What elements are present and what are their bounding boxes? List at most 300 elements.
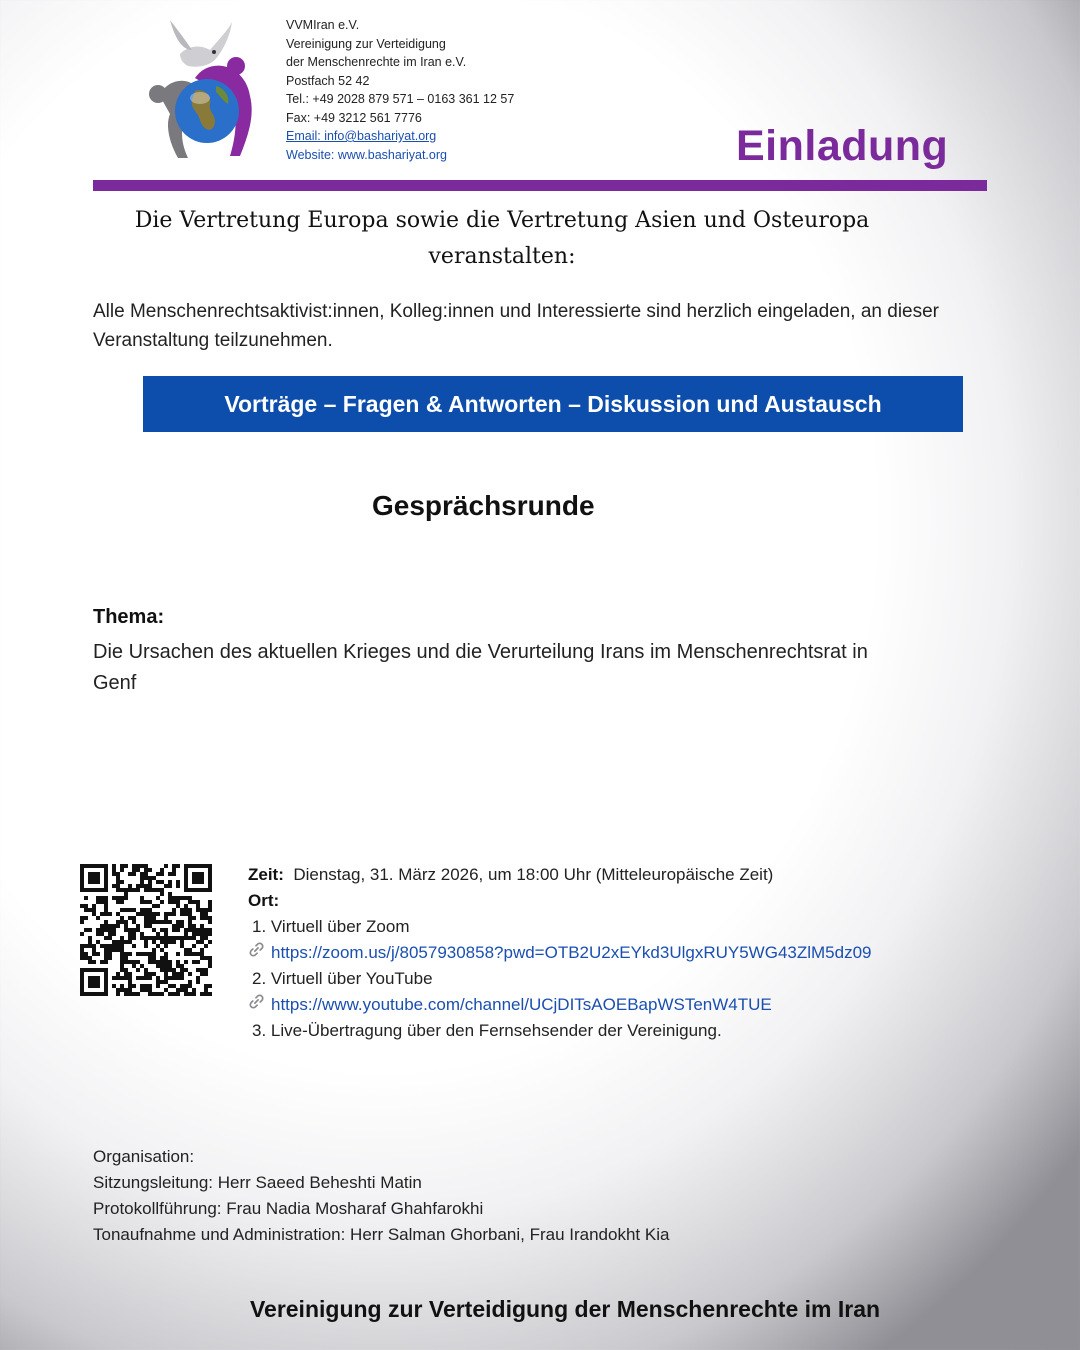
qr-module	[80, 968, 84, 972]
qr-module	[124, 992, 128, 996]
qr-module	[192, 900, 196, 904]
qr-module	[196, 980, 200, 984]
qr-module	[200, 952, 204, 956]
qr-module	[192, 888, 196, 892]
qr-module	[84, 992, 88, 996]
qr-module	[176, 976, 180, 980]
organization-logo	[140, 16, 265, 164]
qr-module	[96, 932, 100, 936]
qr-module	[160, 968, 164, 972]
qr-module	[152, 920, 156, 924]
qr-module	[176, 884, 180, 888]
zoom-option: 1. Virtuell über Zoom	[252, 917, 410, 936]
qr-module	[184, 952, 188, 956]
qr-module	[208, 984, 212, 988]
organization-contact-info	[286, 16, 514, 164]
qr-module	[196, 864, 200, 868]
qr-module	[108, 952, 112, 956]
qr-module	[160, 960, 164, 964]
qr-module	[200, 880, 204, 884]
qr-module	[132, 992, 136, 996]
qr-module	[104, 984, 108, 988]
qr-module	[172, 896, 176, 900]
qr-module	[96, 940, 100, 944]
qr-module	[172, 968, 176, 972]
qr-module	[88, 956, 92, 960]
qr-module	[200, 940, 204, 944]
qr-module	[124, 972, 128, 976]
email-link[interactable]: Email: info@bashariyat.org	[286, 129, 437, 143]
qr-module	[92, 968, 96, 972]
qr-module	[172, 928, 176, 932]
qr-module	[192, 952, 196, 956]
qr-module	[104, 924, 108, 928]
qr-module	[104, 884, 108, 888]
qr-module	[156, 932, 160, 936]
qr-module	[160, 928, 164, 932]
qr-module	[104, 956, 108, 960]
qr-module	[180, 924, 184, 928]
qr-module	[184, 992, 188, 996]
qr-module	[208, 884, 212, 888]
qr-module	[88, 872, 92, 876]
qr-module	[104, 904, 108, 908]
qr-module	[128, 928, 132, 932]
qr-module	[120, 864, 124, 868]
qr-module	[144, 988, 148, 992]
qr-module	[128, 992, 132, 996]
qr-module	[164, 956, 168, 960]
qr-module	[100, 900, 104, 904]
qr-module	[136, 952, 140, 956]
time-value: Dienstag, 31. März 2026, um 18:00 Uhr (Mitteleuropäische Zeit)	[293, 865, 774, 884]
qr-module	[184, 868, 188, 872]
qr-module	[140, 880, 144, 884]
qr-module	[128, 988, 132, 992]
qr-module	[184, 908, 188, 912]
qr-module	[200, 928, 204, 932]
qr-module	[180, 944, 184, 948]
qr-module	[120, 976, 124, 980]
qr-module	[144, 944, 148, 948]
qr-module	[104, 900, 108, 904]
qr-module	[124, 888, 128, 892]
qr-module	[192, 864, 196, 868]
qr-module	[124, 896, 128, 900]
qr-module	[120, 888, 124, 892]
qr-module	[152, 936, 156, 940]
qr-module	[200, 888, 204, 892]
org-line: Postfach 52 42	[286, 73, 370, 88]
qr-module	[104, 988, 108, 992]
qr-module	[168, 976, 172, 980]
qr-module	[96, 952, 100, 956]
qr-module	[156, 976, 160, 980]
qr-module	[192, 872, 196, 876]
qr-module	[148, 924, 152, 928]
qr-module	[188, 888, 192, 892]
qr-module	[128, 972, 132, 976]
qr-module	[140, 872, 144, 876]
qr-module	[116, 988, 120, 992]
qr-module	[112, 932, 116, 936]
qr-module	[104, 868, 108, 872]
qr-module	[120, 944, 124, 948]
qr-module	[152, 940, 156, 944]
qr-module	[132, 932, 136, 936]
qr-module	[120, 900, 124, 904]
qr-module	[160, 940, 164, 944]
qr-module	[168, 880, 172, 884]
qr-module	[208, 880, 212, 884]
qr-module	[208, 920, 212, 924]
organisation-block	[93, 1144, 669, 1248]
qr-module	[140, 932, 144, 936]
qr-module	[116, 912, 120, 916]
qr-module	[196, 908, 200, 912]
qr-module	[100, 968, 104, 972]
qr-module	[204, 888, 208, 892]
qr-module	[204, 928, 208, 932]
qr-module	[152, 960, 156, 964]
qr-module	[100, 896, 104, 900]
qr-module	[96, 876, 100, 880]
zoom-link-row	[248, 940, 872, 966]
qr-module	[116, 920, 120, 924]
qr-module	[168, 960, 172, 964]
qr-module	[196, 940, 200, 944]
qr-module	[128, 976, 132, 980]
qr-module	[80, 884, 84, 888]
qr-module	[80, 916, 84, 920]
qr-module	[80, 868, 84, 872]
qr-module	[104, 972, 108, 976]
qr-module	[120, 940, 124, 944]
qr-module	[156, 992, 160, 996]
qr-module	[180, 936, 184, 940]
qr-module	[96, 916, 100, 920]
qr-module	[176, 864, 180, 868]
qr-module	[196, 888, 200, 892]
qr-module	[116, 940, 120, 944]
qr-module	[200, 956, 204, 960]
qr-module	[144, 936, 148, 940]
qr-module	[148, 984, 152, 988]
qr-module	[84, 944, 88, 948]
qr-module	[120, 960, 124, 964]
qr-module	[152, 956, 156, 960]
qr-module	[100, 960, 104, 964]
qr-module	[132, 944, 136, 948]
qr-module	[156, 964, 160, 968]
qr-module	[144, 924, 148, 928]
organizers-heading: Die Vertretung Europa sowie die Vertretung Asien und Osteuropa veranstalten:	[134, 208, 870, 269]
qr-module	[164, 912, 168, 916]
qr-module	[96, 992, 100, 996]
qr-module	[104, 968, 108, 972]
qr-module	[120, 948, 124, 952]
qr-module	[208, 956, 212, 960]
qr-module	[140, 976, 144, 980]
qr-module	[148, 988, 152, 992]
qr-module	[168, 896, 172, 900]
qr-module	[180, 896, 184, 900]
qr-module	[152, 992, 156, 996]
qr-module	[152, 916, 156, 920]
qr-module	[188, 972, 192, 976]
qr-module	[164, 976, 168, 980]
qr-module	[156, 912, 160, 916]
qr-module	[80, 980, 84, 984]
qr-module	[116, 948, 120, 952]
qr-module	[92, 880, 96, 884]
qr-module	[144, 864, 148, 868]
qr-module	[204, 956, 208, 960]
qr-module	[204, 936, 208, 940]
qr-module	[176, 972, 180, 976]
qr-module	[176, 924, 180, 928]
qr-module	[108, 956, 112, 960]
qr-module	[172, 924, 176, 928]
qr-module	[92, 872, 96, 876]
qr-module	[104, 992, 108, 996]
qr-module	[196, 968, 200, 972]
qr-module	[144, 912, 148, 916]
qr-module	[168, 884, 172, 888]
qr-module	[188, 864, 192, 868]
qr-module	[172, 900, 176, 904]
qr-module	[88, 880, 92, 884]
qr-module	[188, 908, 192, 912]
qr-module	[188, 928, 192, 932]
qr-module	[188, 912, 192, 916]
qr-module	[96, 896, 100, 900]
qr-module	[132, 964, 136, 968]
qr-module	[200, 908, 204, 912]
qr-module	[80, 976, 84, 980]
qr-module	[92, 904, 96, 908]
qr-module	[124, 908, 128, 912]
qr-module	[200, 948, 204, 952]
qr-module	[172, 984, 176, 988]
qr-module	[208, 876, 212, 880]
qr-module	[208, 868, 212, 872]
qr-module	[148, 972, 152, 976]
phone-line: Tel.: +49 2028 879 571 – 0163 361 12 57	[286, 92, 515, 106]
qr-module	[120, 920, 124, 924]
qr-module	[148, 888, 152, 892]
qr-module	[120, 984, 124, 988]
qr-module	[148, 960, 152, 964]
qr-module	[164, 916, 168, 920]
qr-module	[140, 896, 144, 900]
qr-module	[180, 988, 184, 992]
qr-module	[100, 924, 104, 928]
qr-module	[84, 888, 88, 892]
qr-code[interactable]	[80, 864, 212, 1004]
qr-module	[180, 968, 184, 972]
qr-module	[192, 928, 196, 932]
qr-module	[112, 884, 116, 888]
qr-module	[104, 872, 108, 876]
qr-module	[208, 932, 212, 936]
qr-module	[100, 888, 104, 892]
qr-module	[104, 912, 108, 916]
qr-module	[156, 980, 160, 984]
qr-module	[128, 936, 132, 940]
qr-module	[128, 984, 132, 988]
website-link[interactable]: Website: www.bashariyat.org	[286, 147, 447, 162]
qr-module	[92, 912, 96, 916]
qr-module	[148, 916, 152, 920]
qr-module	[192, 988, 196, 992]
qr-module	[160, 992, 164, 996]
qr-module	[112, 948, 116, 952]
qr-module	[184, 968, 188, 972]
qr-module	[108, 932, 112, 936]
qr-module	[144, 916, 148, 920]
qr-module	[168, 992, 172, 996]
qr-module	[88, 960, 92, 964]
qr-module	[160, 892, 164, 896]
qr-module	[164, 920, 168, 924]
qr-module	[148, 936, 152, 940]
qr-module	[132, 868, 136, 872]
qr-module	[192, 916, 196, 920]
qr-module	[100, 864, 104, 868]
qr-module	[92, 976, 96, 980]
program-banner: Vorträge – Fragen & Antworten – Diskussion und Austausch	[143, 376, 963, 432]
qr-module	[140, 988, 144, 992]
qr-module	[88, 864, 92, 868]
qr-module	[156, 944, 160, 948]
qr-module	[144, 968, 148, 972]
qr-module	[96, 880, 100, 884]
qr-module	[128, 932, 132, 936]
qr-module	[96, 928, 100, 932]
qr-module	[148, 956, 152, 960]
qr-module	[104, 896, 108, 900]
qr-module	[104, 948, 108, 952]
qr-module	[200, 872, 204, 876]
qr-module	[104, 864, 108, 868]
qr-module	[192, 960, 196, 964]
qr-module	[128, 940, 132, 944]
qr-module	[80, 920, 84, 924]
qr-module	[152, 912, 156, 916]
qr-module	[88, 992, 92, 996]
qr-module	[168, 900, 172, 904]
qr-module	[92, 876, 96, 880]
qr-module	[136, 864, 140, 868]
qr-module	[104, 888, 108, 892]
qr-module	[188, 896, 192, 900]
qr-module	[140, 876, 144, 880]
qr-module	[100, 912, 104, 916]
qr-module	[124, 928, 128, 932]
qr-module	[184, 932, 188, 936]
qr-module	[132, 928, 136, 932]
qr-module	[128, 916, 132, 920]
qr-module	[92, 980, 96, 984]
qr-module	[196, 960, 200, 964]
qr-module	[132, 864, 136, 868]
qr-module	[148, 900, 152, 904]
topic-label: Thema:	[93, 606, 165, 628]
qr-module	[184, 936, 188, 940]
qr-module	[148, 912, 152, 916]
qr-module	[196, 880, 200, 884]
qr-module	[160, 964, 164, 968]
qr-module	[104, 936, 108, 940]
qr-module	[156, 920, 160, 924]
qr-module	[128, 980, 132, 984]
qr-module	[120, 968, 124, 972]
qr-module	[176, 880, 180, 884]
qr-module	[128, 872, 132, 876]
qr-module	[104, 908, 108, 912]
qr-module	[136, 912, 140, 916]
qr-module	[208, 916, 212, 920]
qr-module	[200, 876, 204, 880]
fax-line: Fax: +49 3212 561 7776	[286, 110, 422, 125]
qr-module	[184, 884, 188, 888]
qr-module	[176, 992, 180, 996]
qr-module	[196, 900, 200, 904]
qr-module	[176, 988, 180, 992]
qr-module	[196, 904, 200, 908]
qr-module	[136, 868, 140, 872]
qr-module	[120, 868, 124, 872]
qr-module	[184, 896, 188, 900]
qr-module	[116, 924, 120, 928]
qr-module	[168, 872, 172, 876]
qr-module	[124, 924, 128, 928]
qr-module	[84, 968, 88, 972]
qr-module	[144, 868, 148, 872]
youtube-url[interactable]: https://www.youtube.com/channel/UCjDITsAOEBapWSTenW4TUE	[271, 995, 772, 1014]
qr-module	[96, 968, 100, 972]
qr-module	[168, 920, 172, 924]
qr-module	[144, 908, 148, 912]
qr-module	[120, 908, 124, 912]
qr-module	[104, 880, 108, 884]
qr-module	[132, 920, 136, 924]
qr-module	[116, 972, 120, 976]
qr-module	[204, 944, 208, 948]
qr-module	[180, 972, 184, 976]
qr-module	[116, 880, 120, 884]
qr-module	[172, 864, 176, 868]
qr-module	[112, 872, 116, 876]
qr-module	[184, 948, 188, 952]
qr-module	[96, 872, 100, 876]
qr-module	[92, 960, 96, 964]
qr-module	[164, 864, 168, 868]
qr-module	[208, 960, 212, 964]
qr-module	[88, 976, 92, 980]
qr-module	[208, 904, 212, 908]
zoom-url[interactable]: https://zoom.us/j/8057930858?pwd=OTB2U2xEYkd3UlgxRUY5WG43ZlM5dz09	[271, 943, 872, 962]
qr-module	[128, 960, 132, 964]
qr-module	[112, 976, 116, 980]
qr-module	[176, 936, 180, 940]
qr-module	[132, 936, 136, 940]
qr-module	[104, 944, 108, 948]
qr-module	[176, 928, 180, 932]
qr-module	[208, 900, 212, 904]
qr-module	[116, 884, 120, 888]
